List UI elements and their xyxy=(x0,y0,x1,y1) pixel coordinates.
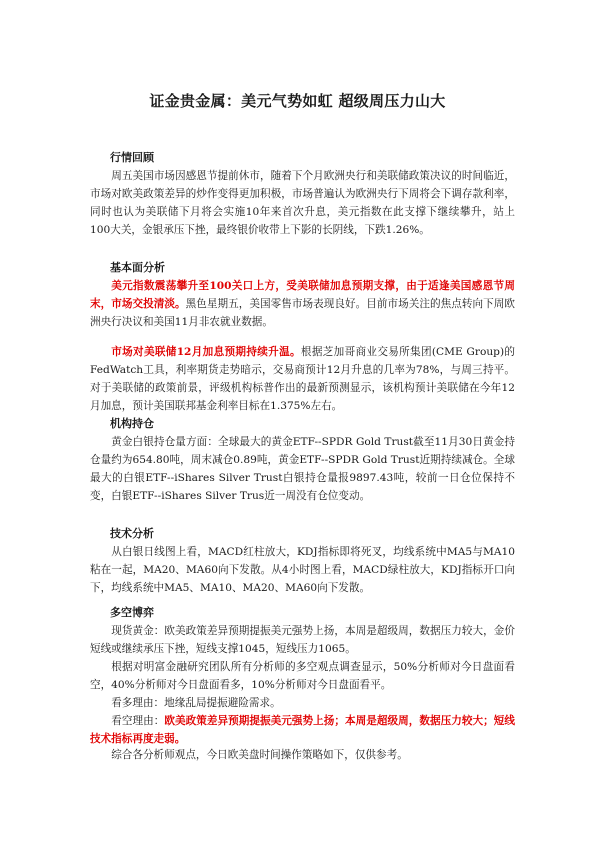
bull-reason-paragraph: 看多理由：地缘乱局提振避险需求。 xyxy=(111,697,281,709)
fundamental-paragraph-1 xyxy=(90,277,515,331)
section-bull-bear xyxy=(90,604,515,748)
technical-paragraph: 从白银日线图上看，MACD红柱放大，KDJ指标即将死叉，均线系统中MA5与MA10粘在一起，MA20、MA60向下发散。从4小时图上看，MACD绿柱放大，KDJ指标开口向下，均线系统中MA5、MA10、MA20、MA60向下发散。 xyxy=(90,546,515,594)
bear-reason-highlight: 欧美政策差异预期提振美元强势上扬；本周是超级周，数据压力较大；短线技术指标再度走弱。 xyxy=(90,715,515,745)
section-heading-fundamental: 基本面分析 xyxy=(110,261,165,274)
bear-reason-label: 看空理由： xyxy=(111,715,165,727)
section-technical xyxy=(90,525,515,597)
section-heading-market-review: 行情回顾 xyxy=(110,151,154,164)
spot-gold-paragraph: 现货黄金：欧美政策差异预期提振美元强势上扬，本周是超级周，数据压力较大，金价短线或继续承压下挫，短线支撑1045，短线压力1065。 xyxy=(90,625,515,655)
document-title: 证金贵金属：美元气势如虹 超级周压力山大 xyxy=(149,92,446,110)
section-heading-bull-bear: 多空博弈 xyxy=(110,606,154,619)
section-heading-institutions: 机构持仓 xyxy=(110,417,154,430)
institutions-paragraph: 黄金白银持仓量方面：全球最大的黄金ETF--SPDR Gold Trust截至11月30日黄金持仓量约为654.80吨，周末减仓0.89吨，黄金ETF--SPDR Gold Trust近期持续减仓。全球最大的白银ETF--iShares Silver Trust白银持仓量报9897.43吨，较前一日仓位保持不变，白银ETF--iShares Silver Trus近一周没有仓位变动。 xyxy=(90,436,515,502)
section-fundamental xyxy=(90,259,515,415)
fundamental-text-2: 根据芝加哥商业交易所集团(CME Group)的FedWatch工具，利率期货走势暗示，交易商预计12月升息的几率为78%，与周三持平。对于美联储的政策前景，评级机构标普作出的最新预测显示，该机构预计美联储在今年12月加息，预计美国联邦基金利率目标在1.375%左右。 xyxy=(90,346,515,412)
closing-paragraph: 综合各分析师观点，今日欧美盘时间操作策略如下，仅供参考。 xyxy=(111,749,408,761)
survey-paragraph: 根据对明富金融研究团队所有分析师的多空观点调查显示，50%分析师对今日盘面看空，40%分析师对今日盘面看多，10%分析师对今日盘面看平。 xyxy=(90,661,515,691)
closing-note xyxy=(90,746,515,764)
fundamental-text-1: 黑色星期五，美国零售市场表现良好。目前市场关注的焦点转向下周欧洲央行决议和美国11月非农就业数据。 xyxy=(90,298,516,328)
fundamental-highlight-2: 市场对美联储12月加息预期持续升温。 xyxy=(111,346,301,358)
fundamental-highlight-1: 美元指数震荡攀升至100关口上方，受美联储加息预期支撑，由于适逢美国感恩节周末，市场交投清淡。 xyxy=(90,280,515,310)
market-review-paragraph: 周五美国市场因感恩节提前休市，随着下个月欧洲央行和美联储政策决议的时间临近，市场对欧美政策差异的炒作变得更加积极，市场普遍认为欧洲央行下周将会下调存款利率，同时也认为美联储下月将会实施10年来首次升息，美元指数在此支撑下继续攀升，站上100大关，金银承压下挫，最终银价收带上下影的长阴线，下跌1.26%。 xyxy=(90,170,515,236)
section-market-review xyxy=(90,149,515,239)
fundamental-paragraph-2 xyxy=(90,343,515,415)
bear-reason-paragraph xyxy=(90,712,515,748)
section-heading-technical: 技术分析 xyxy=(110,527,154,540)
section-institutions xyxy=(90,415,515,505)
